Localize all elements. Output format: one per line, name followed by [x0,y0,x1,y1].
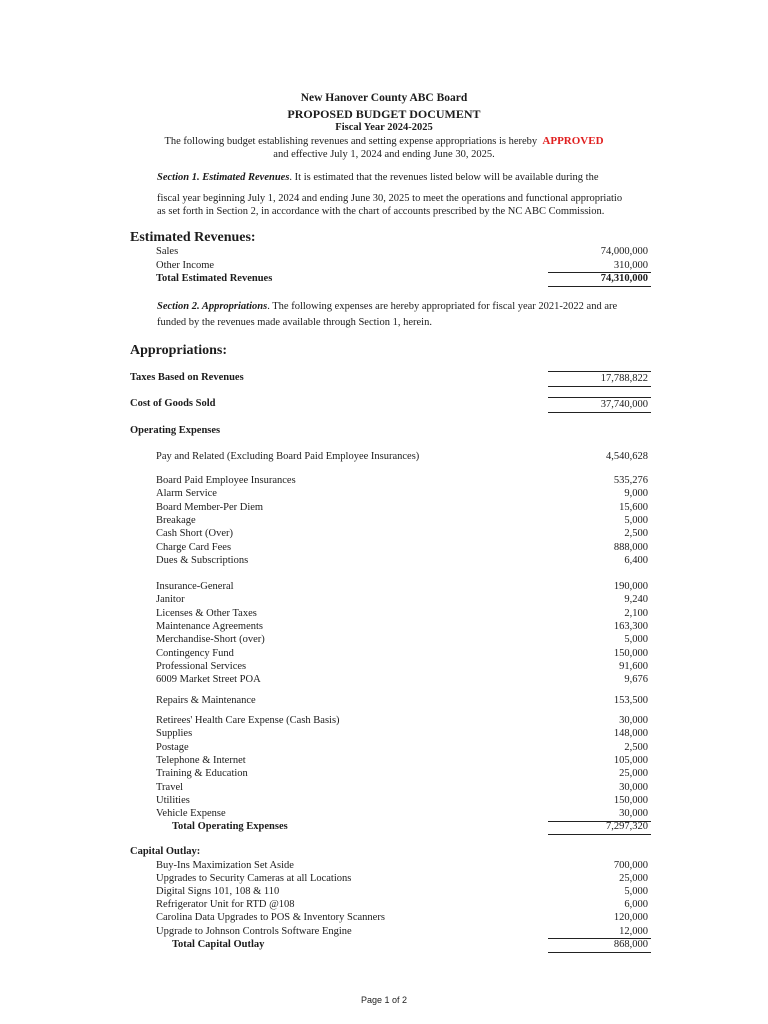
repairs-value: 153,500 [613,695,648,706]
line-item-value: 190,000 [613,581,648,592]
line-item-label: Professional Services [156,660,247,672]
section1-line-1 [157,171,657,185]
section2-line-1 [157,300,657,314]
line-item-value: 30,000 [619,808,648,820]
line-item-label: Dues & Subscriptions [156,554,249,566]
line-item-value: 5,000 [624,514,648,526]
line-item-value: 91,600 [619,660,648,672]
line-item-label: Alarm Service [156,488,217,500]
line-item-label: Other Income [156,259,215,271]
line-item-value: 5,000 [624,886,648,898]
line-item-label: Vehicle Expense [156,808,226,820]
total-revenues-label: Total Estimated Revenues [156,273,273,284]
cogs-label: Cost of Goods Sold [130,398,216,409]
pay-label: Pay and Related (Excluding Board Paid Employee Insurances) [156,451,420,462]
line-item-label: Upgrades to Security Cameras at all Locations [156,873,352,885]
line-item-label: Buy-Ins Maximization Set Aside [156,860,294,871]
line-item-value: 150,000 [613,794,648,806]
line-item-value: 25,000 [619,873,648,885]
document-title: PROPOSED BUDGET DOCUMENT [287,107,481,121]
line-item-value: 6,000 [624,899,648,911]
line-item-label: Postage [156,741,189,753]
line-item-value: 25,000 [619,768,648,780]
line-item-label: Training & Education [156,768,248,780]
line-item-label: Board Member-Per Diem [156,501,264,513]
line-item-value: 12,000 [619,925,648,937]
line-item-value: 888,000 [613,541,648,553]
total-opex-value: 7,297,320 [606,821,648,832]
page-number: Page 1 of 2 [360,995,408,1005]
line-item-value: 6,400 [624,554,648,566]
line-item-label: Cash Short (Over) [156,528,233,540]
line-item-label: Upgrade to Johnson Controls Software Engine [156,925,352,937]
opex-total-rule [548,834,651,835]
section2-text: . The following expenses are hereby appropriated for fiscal year 2021-2022 and are [267,301,618,312]
line-item-label: Breakage [156,514,196,526]
revenues-heading: Estimated Revenues: [130,230,256,245]
line-item-label: Telephone & Internet [156,754,246,766]
line-item-label: Board Paid Employee Insurances [156,475,296,486]
line-item-value: 9,240 [624,594,648,606]
line-item-value: 700,000 [613,860,648,871]
line-item-value: 5,000 [624,634,648,646]
line-item-label: Utilities [156,794,190,806]
line-item-value: 2,500 [624,741,648,753]
line-item-value: 120,000 [613,912,648,924]
taxes-label: Taxes Based on Revenues [130,372,244,383]
line-item-label: Carolina Data Upgrades to POS & Inventory Scanners [156,912,385,924]
revenue-total-rule [548,286,651,287]
line-item-label: Merchandise-Short (over) [156,634,265,646]
total-capital-label: Total Capital Outlay [172,939,265,950]
cogs-top-rule [548,397,651,398]
section1-line-2: fiscal year beginning July 1, 2024 and ending June 30, 2025 to meet the operations and functional appropriatio [157,193,623,204]
section1-text: . It is estimated that the revenues listed below will be available during the [289,172,599,183]
intro-line-1 [0,135,768,147]
line-item-value: 2,100 [624,607,648,619]
line-item-label: Sales [156,246,179,257]
line-item-label: Refrigerator Unit for RTD @108 [156,899,295,911]
line-item-label: Digital Signs 101, 108 & 110 [156,886,280,898]
line-item-label: 6009 Market Street POA [156,674,261,686]
taxes-value: 17,788,822 [600,373,648,384]
line-item-label: Maintenance Agreements [156,620,263,632]
line-item-label: Licenses & Other Taxes [156,607,257,619]
line-item-value: 2,500 [624,528,648,540]
total-capital-value: 868,000 [613,939,648,950]
org-name: New Hanover County ABC Board [300,92,468,104]
line-item-value: 30,000 [619,715,648,726]
line-item-label: Insurance-General [156,581,234,592]
capital-heading: Capital Outlay: [130,846,201,857]
line-item-label: Charge Card Fees [156,541,232,553]
line-item-label: Supplies [156,728,193,740]
line-item-value: 105,000 [613,754,648,766]
line-item-value: 310,000 [613,259,648,271]
line-item-label: Retirees' Health Care Expense (Cash Basis) [156,715,340,726]
section1-label: Section 1. Estimated Revenues [157,172,290,183]
pay-value: 4,540,628 [606,451,648,462]
section2-line-2: funded by the revenues made available through Section 1, herein. [157,317,432,328]
capital-total-rule [548,952,651,953]
intro-text: The following budget establishing revenues and setting expense appropriations is hereby [164,136,538,147]
cogs-bottom-rule [548,412,651,413]
section2-label: Section 2. Appropriations [157,301,268,312]
line-item-value: 535,276 [613,475,648,486]
total-revenues-value: 74,310,000 [600,273,648,284]
taxes-bottom-rule [548,386,651,387]
line-item-value: 163,300 [613,620,648,632]
line-item-label: Contingency Fund [156,647,234,659]
line-item-value: 9,000 [624,488,648,500]
section1-line-3: as set forth in Section 2, in accordance with the chart of accounts prescribed by the NC ABC Commission. [157,206,605,217]
cogs-value: 37,740,000 [600,399,648,410]
line-item-label: Travel [156,781,184,793]
repairs-label: Repairs & Maintenance [156,695,256,706]
line-item-value: 30,000 [619,781,648,793]
line-item-label: Janitor [156,594,185,606]
line-item-value: 74,000,000 [600,246,648,257]
intro-line-2: and effective July 1, 2024 and ending June 30, 2025. [273,149,495,160]
line-item-value: 15,600 [619,501,648,513]
total-opex-label: Total Operating Expenses [172,821,288,832]
line-item-value: 150,000 [613,647,648,659]
opex-heading: Operating Expenses [130,425,221,436]
approved-stamp: APPROVED [542,135,604,147]
appropriations-heading: Appropriations: [130,343,227,358]
taxes-top-rule [548,371,651,372]
line-item-value: 148,000 [613,728,648,740]
line-item-value: 9,676 [624,674,648,686]
fiscal-year: Fiscal Year 2024-2025 [335,122,433,133]
